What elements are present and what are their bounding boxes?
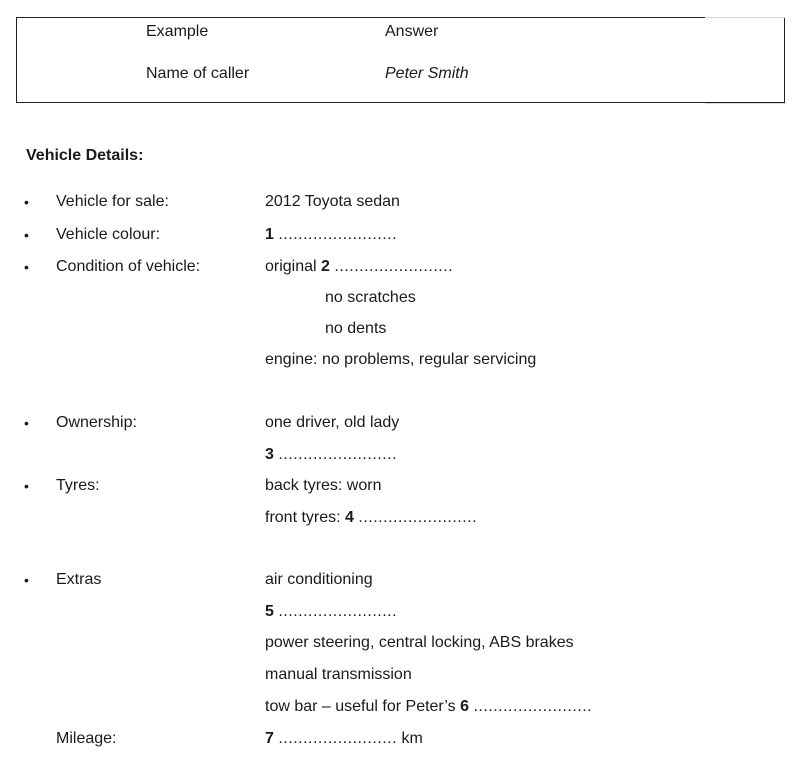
- divider: [705, 17, 785, 18]
- gap-4: [265, 508, 477, 528]
- gap-2: [265, 257, 453, 277]
- condition-prefix: original: [265, 258, 317, 275]
- bullet-icon: •: [24, 478, 29, 494]
- tyres-label: Tyres:: [56, 477, 100, 494]
- example-row-label: Name of caller: [146, 65, 250, 82]
- vehicle-sale-label: Vehicle for sale:: [56, 193, 169, 210]
- section-title: Vehicle Details:: [26, 147, 144, 164]
- extras-tow-prefix: tow bar – useful for Peter’s: [265, 698, 456, 715]
- gap-5: [265, 602, 397, 622]
- gap-1: [265, 225, 397, 245]
- condition-sub: no scratches: [325, 289, 416, 306]
- answer-blank: ........................: [278, 730, 398, 747]
- ownership-value: one driver, old lady: [265, 414, 400, 431]
- tyres-back: back tyres: worn: [265, 477, 382, 494]
- answer-blank: ........................: [473, 698, 593, 715]
- gap-number: 4: [345, 509, 354, 526]
- answer-blank: ........................: [358, 509, 478, 526]
- gap-6: [265, 697, 592, 717]
- gap-number: 1: [265, 226, 274, 243]
- condition-label: Condition of vehicle:: [56, 258, 201, 275]
- extras-label: Extras: [56, 571, 102, 588]
- bullet-icon: •: [24, 415, 29, 431]
- mileage-unit: km: [401, 730, 423, 747]
- gap-3: [265, 445, 397, 465]
- vehicle-sale-value: 2012 Toyota sedan: [265, 193, 400, 210]
- gap-7: [265, 729, 423, 749]
- gap-number: 3: [265, 446, 274, 463]
- mileage-label: Mileage:: [56, 730, 117, 747]
- extras-air: air conditioning: [265, 571, 373, 588]
- gap-number: 2: [321, 258, 330, 275]
- answer-blank: ........................: [334, 258, 454, 275]
- ownership-label: Ownership:: [56, 414, 137, 431]
- answer-blank: ........................: [278, 603, 398, 620]
- extras-power: power steering, central locking, ABS brakes: [265, 634, 574, 651]
- condition-engine: engine: no problems, regular servicing: [265, 351, 537, 368]
- bullet-icon: •: [24, 572, 29, 588]
- answer-header: Answer: [385, 23, 439, 40]
- bullet-icon: •: [24, 259, 29, 275]
- condition-sub: no dents: [325, 320, 387, 337]
- vehicle-colour-label: Vehicle colour:: [56, 226, 161, 243]
- bullet-icon: •: [24, 227, 29, 243]
- divider: [705, 103, 785, 104]
- answer-blank: ........................: [278, 226, 398, 243]
- answer-blank: ........................: [278, 446, 398, 463]
- gap-number: 5: [265, 603, 274, 620]
- gap-number: 7: [265, 730, 274, 747]
- extras-manual: manual transmission: [265, 666, 412, 683]
- example-row-value: Peter Smith: [385, 65, 469, 82]
- example-header: Example: [146, 23, 209, 40]
- bullet-icon: •: [24, 194, 29, 210]
- tyres-front-prefix: front tyres:: [265, 509, 341, 526]
- gap-number: 6: [460, 698, 469, 715]
